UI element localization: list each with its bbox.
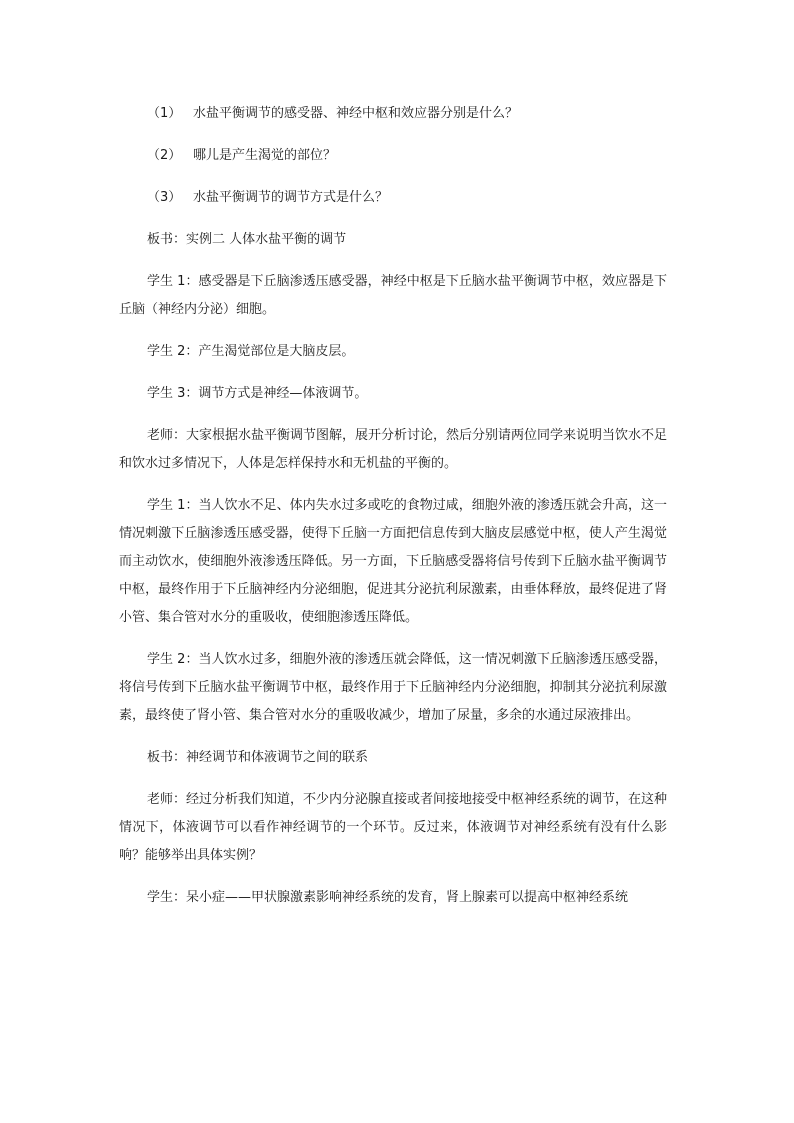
question-3 — [119, 184, 667, 212]
student-example: 学生：呆小症——甲状腺激素影响神经系统的发育，肾上腺素可以提高中枢神经系统 — [147, 890, 629, 905]
teacher-prompt: 老师：大家根据水盐平衡调节图解，展开分析讨论，然后分别请两位同学来说明当饮水不足和饮水过多情况下，人体是怎样保持水和无机盐的平衡的。 — [119, 428, 668, 471]
document-body — [119, 100, 667, 926]
student-2-explanation: 学生 2：当人饮水过多，细胞外液的渗透压就会降低，这一情况刺激下丘脑渗透压感受器，将信号传到下丘脑水盐平衡调节中枢，最终作用于下丘脑神经内分泌细胞，抑制其分泌抗利尿激素，最终使了肾小管、集合管对水分的重吸收减少，增加了尿量，多余的水通过尿液排出。 — [119, 652, 667, 723]
student-1-answer: 学生 1：感受器是下丘脑渗透压感受器，神经中枢是下丘脑水盐平衡调节中枢，效应器是下丘脑（神经内分泌）细胞。 — [119, 274, 667, 317]
question-number: （1） — [147, 106, 182, 121]
question-text: 水盐平衡调节的调节方式是什么？ — [193, 190, 389, 205]
student-3-answer: 学生 3：调节方式是神经—体液调节。 — [147, 386, 368, 401]
student-1-explanation: 学生 1：当人饮水不足、体内失水过多或吃的食物过咸，细胞外液的渗透压就会升高，这一情况刺激下丘脑渗透压感受器，使得下丘脑一方面把信息传到大脑皮层感觉中枢，使人产生渴觉而主动饮水，使细胞外液渗透压降低。另一方面，下丘脑感受器将信号传到下丘脑水盐平衡调节中枢，最终作用于下丘脑神经内分泌细胞，促进其分泌抗利尿激素，由垂体释放，最终促进了肾小管、集合管对水分的重吸收，使细胞渗透压降低。 — [119, 498, 667, 625]
board-note-relation: 板书：神经调节和体液调节之间的联系 — [147, 750, 369, 765]
student-2-answer: 学生 2：产生渴觉部位是大脑皮层。 — [147, 344, 355, 359]
question-text: 哪儿是产生渴觉的部位？ — [193, 148, 337, 163]
question-text: 水盐平衡调节的感受器、神经中枢和效应器分别是什么？ — [193, 106, 519, 121]
question-2 — [119, 142, 667, 170]
board-note-example-2: 板书：实例二 人体水盐平衡的调节 — [147, 232, 347, 247]
teacher-question: 老师：经过分析我们知道，不少内分泌腺直接或者间接地接受中枢神经系统的调节，在这种情况下，体液调节可以看作神经调节的一个环节。反过来，体液调节对神经系统有没有什么影响？能够举出具体实例？ — [119, 792, 668, 863]
question-1 — [119, 100, 667, 128]
question-number: （2） — [147, 148, 182, 163]
question-number: （3） — [147, 190, 182, 205]
